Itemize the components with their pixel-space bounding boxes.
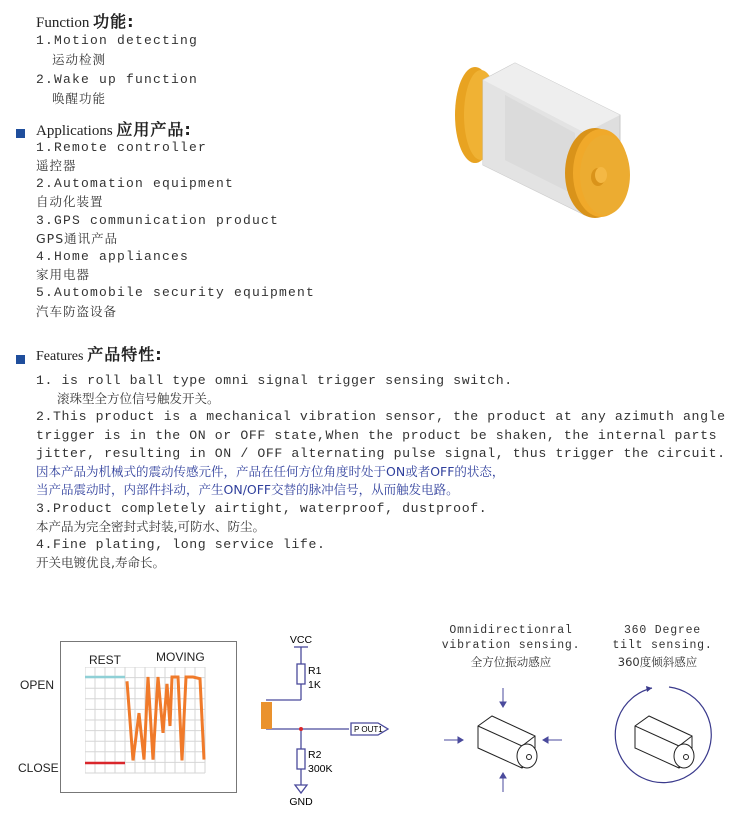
application-item-2-zh: 自动化装置 [36,194,104,209]
function-title-en: Function [36,15,90,31]
tilt-caption-1: 360 Degree [623,624,701,637]
feature-line-1: 1. is roll ball type omni signal trigger sensing switch. [36,373,513,388]
state-chart [60,641,237,793]
application-item-1-en: 1.Remote controller [36,140,208,155]
features-heading [36,342,163,365]
r2-value: 300K [308,763,333,775]
feature-line-8: 3.Product completely airtight, waterproof, dustproof. [36,501,488,516]
feature-line-2: 滚珠型全方位信号触发开关。 [57,391,220,406]
features-title-zh: 产品特性: [87,345,163,364]
function-heading [36,9,135,32]
function-title-zh: 功能: [93,12,135,31]
tilt-caption-zh: 360度倾斜感应 [617,655,698,669]
chart-close-label: CLOSE [18,761,59,775]
feature-line-7: 当产品震动时，内部件抖动，产生ON/OFF交替的脉冲信号，从而触发电路。 [36,482,459,497]
vcc-label: VCC [289,634,313,646]
function-item-1-en: 1.Motion detecting [36,33,199,48]
chart-moving-label: MOVING [156,650,205,664]
applications-bullet-icon [16,123,25,142]
feature-line-6: 因本产品为机械式的震动传感元件，产品在任何方位角度时处于ON或者OFF的状态， [36,464,505,479]
application-item-4-en: 4.Home appliances [36,249,190,264]
application-item-2-en: 2.Automation equipment [36,176,235,191]
output-label: P OUT1 [354,725,383,734]
feature-line-9: 本产品为完全密封式封装,可防水、防尘。 [36,519,265,534]
feature-line-3: 2.This product is a mechanical vibration sensor, the product at any azimuth angle [36,409,726,424]
circuit-schematic [250,630,400,810]
tilt-caption-2: tilt sensing. [612,639,713,652]
application-item-3-zh: GPS通讯产品 [36,231,119,246]
chart-open-label: OPEN [20,678,55,692]
omni-caption-2: vibration sensing. [441,639,581,652]
features-title-en: Features [36,349,84,364]
gnd-label: GND [289,796,313,808]
features-bullet-icon [16,349,25,368]
application-item-5-en: 5.Automobile security equipment [36,285,316,300]
function-item-2-en: 2.Wake up function [36,72,199,87]
chart-rest-label: REST [89,653,122,667]
function-item-1-zh: 运动检测 [52,52,107,67]
omni-caption-zh: 全方位振动感应 [470,655,552,669]
r2-name: R2 [308,749,322,761]
chart-plot [85,667,210,779]
product-image [445,55,640,235]
tilt-sensor-diagram [605,680,720,795]
applications-title-zh: 应用产品: [116,120,192,139]
r1-value: 1K [308,679,321,691]
feature-line-5: jitter, resulting in ON / OFF alternating pulse signal, thus trigger the circuit. [36,446,726,461]
applications-title-en: Applications [36,123,113,139]
applications-heading [36,117,192,140]
omni-caption-1: Omnidirectionral [449,624,573,637]
application-item-1-zh: 遥控器 [36,158,77,173]
r1-name: R1 [308,665,322,677]
function-item-2-zh: 唤醒功能 [52,91,107,106]
application-item-3-en: 3.GPS communication product [36,213,280,228]
application-item-5-zh: 汽车防盗设备 [36,304,118,319]
feature-line-10: 4.Fine plating, long service life. [36,537,326,552]
omni-sensor-diagram [440,680,575,800]
sensor-drawing [478,716,537,768]
feature-line-4: trigger is in the ON or OFF state,When the product be shaken, the internal parts [36,428,718,443]
application-item-4-zh: 家用电器 [36,267,91,282]
feature-line-11: 开关电镀优良,寿命长。 [36,555,165,570]
